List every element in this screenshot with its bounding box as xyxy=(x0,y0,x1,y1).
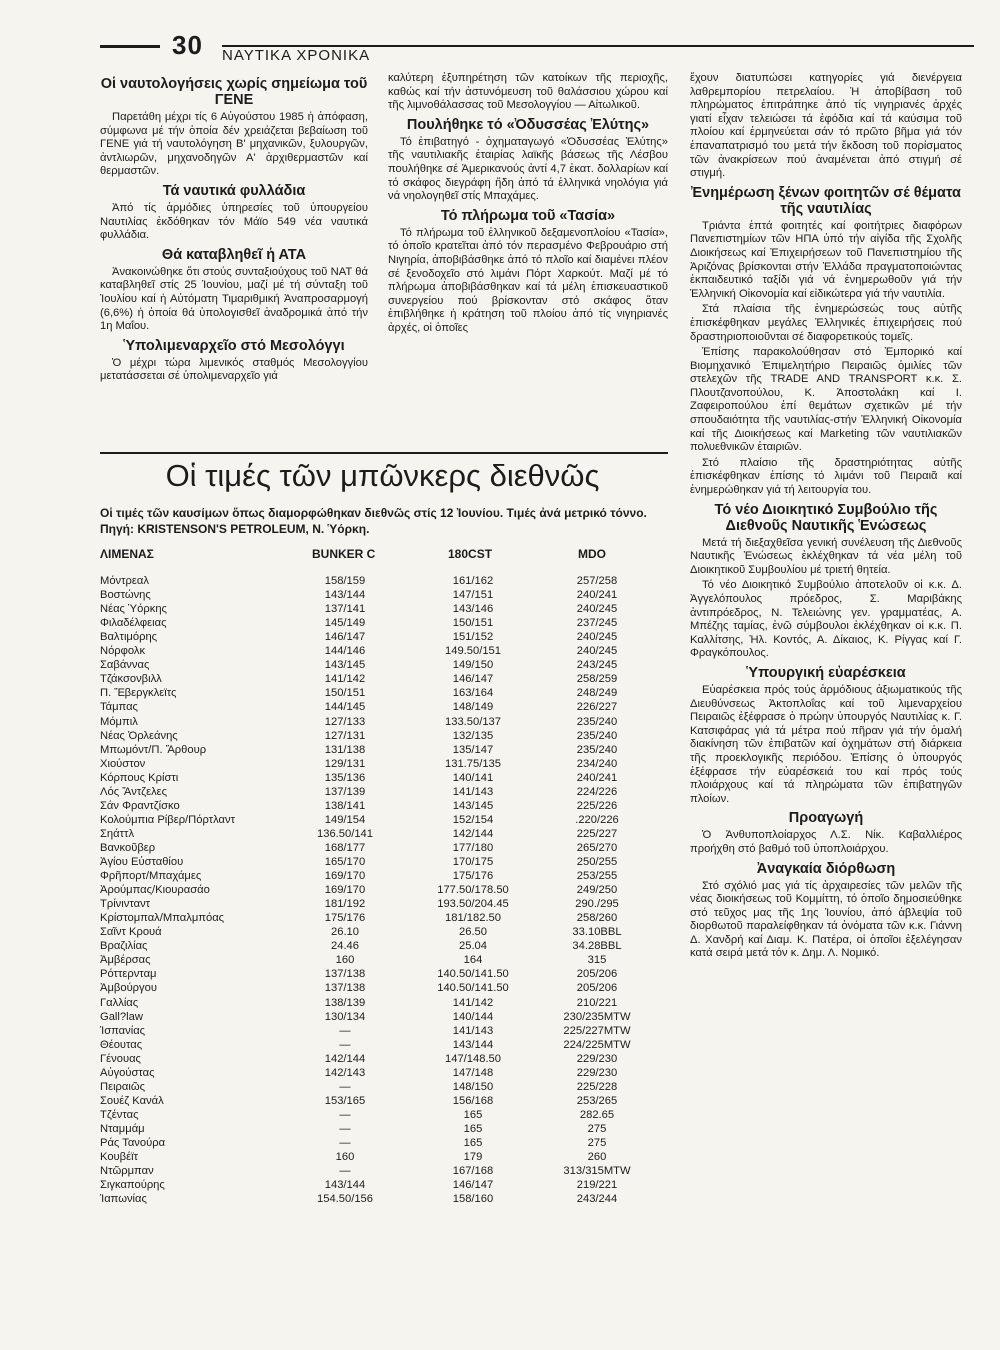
bunker-c-price: — xyxy=(339,1165,351,1178)
mdo-price: 205/206 xyxy=(576,968,618,981)
cst180-price: 140/141 xyxy=(452,771,494,784)
article-paragraph: Στό σχόλιό μας γιά τίς ἀρχαιρεσίες τῶν μελῶν τῆς νέας διοικήσεως τοῦ Κομμίττη, τό ὁποῖο δημοσιεύθηκε στό τεῦχος μας τῆς 1ης Ἰουνίου, ἀπό ἀβλεψία τοῦ διορθωτοῦ παραλείφθηκαν τά ὀνόματα τῶν κ.κ. Γιάννη Δ. Χανδρή καί Διαμ. Κ. Πατέρα, οἱ ὁποῖοι ἐξελέγησαν κατά σειρά μετά τόν κ. Δημ. Λ. Νομικό. xyxy=(690,879,962,960)
mdo-price: 258/260 xyxy=(576,912,618,925)
cst180-price: 165 xyxy=(463,1122,483,1135)
header-rule-left xyxy=(100,45,160,48)
cst180-price: 143/145 xyxy=(452,799,494,812)
mdo-price: 224/225MTW xyxy=(563,1038,631,1051)
cst180-price: 147/148 xyxy=(452,1066,494,1079)
port-name: Γαλλίας xyxy=(100,996,139,1009)
table-row xyxy=(0,1039,1000,1053)
cst180-price: 147/151 xyxy=(452,589,494,602)
table-row xyxy=(0,898,1000,912)
port-name: Σάν Φραντζίσκο xyxy=(100,799,180,812)
bunker-c-price: 127/131 xyxy=(324,729,366,742)
bunker-c-price: 131/138 xyxy=(324,743,366,756)
header-bunker-c: BUNKER C xyxy=(312,547,376,561)
mdo-price: 210/221 xyxy=(576,996,618,1009)
table-row xyxy=(0,673,1000,687)
table-row xyxy=(0,659,1000,673)
bunker-c-price: 144/145 xyxy=(324,701,366,714)
port-name: Γένουας xyxy=(100,1052,141,1065)
article-paragraph: Τό νέο Διοικητικό Συμβούλιο ἀποτελοῦν οἱ κ.κ. Δ. Ἀγγελόπουλος πρόεδρος, Σ. Μαριβάκης ἀντιπρόεδρος, Ν. Τελειώνης γεν. γραμματέας, Α. Μπέζης ταμίας, ἐνῶ σύμβουλοι ἐκλέχθηκαν οἱ κ.κ. Π. Καλλίτσης, Ἠλ. Κοντός, Α. Δίκαιος, Κ. Ρίγγας καί Γ. Φραγκόπουλος. xyxy=(690,579,962,660)
port-name: Ντῶρμπαν xyxy=(100,1165,154,1178)
cst180-price: 149/150 xyxy=(452,659,494,672)
table-row xyxy=(0,870,1000,884)
table-row xyxy=(0,631,1000,645)
mdo-price: 260 xyxy=(587,1151,607,1164)
cst180-price: 149.50/151 xyxy=(445,645,501,658)
cst180-price: 140.50/141.50 xyxy=(437,982,509,995)
port-name: Ράς Τανούρα xyxy=(100,1137,166,1149)
port-name: Θέουτας xyxy=(100,1038,143,1051)
cst180-price: 148/150 xyxy=(452,1080,494,1093)
table-row xyxy=(0,701,1000,715)
bunker-c-price: 137/139 xyxy=(324,785,366,798)
table-row xyxy=(0,772,1000,786)
port-name: Τρίνινταντ xyxy=(100,898,151,911)
bunker-c-price: 142/144 xyxy=(324,1052,366,1065)
port-name: Μπωμόντ/Π. Ἄρθουρ xyxy=(100,743,207,756)
table-row xyxy=(0,968,1000,982)
cst180-price: 141/143 xyxy=(452,1024,494,1037)
port-name: Φρῆπορτ/Μπαχάμες xyxy=(100,870,202,883)
table-row xyxy=(0,856,1000,870)
port-name: Ἀμβούργου xyxy=(100,982,157,995)
mdo-price: 313/315MTW xyxy=(563,1165,631,1178)
bunker-c-price: 169/170 xyxy=(324,884,366,897)
mdo-price: 235/240 xyxy=(576,729,618,742)
table-row xyxy=(0,954,1000,968)
article-heading: Τό νέο Διοικητικό Συμβούλιο τῆς Διεθνοῦς Ναυτικῆς Ἑνώσεως xyxy=(714,501,938,534)
section-rule xyxy=(100,452,668,454)
article-heading: Τό πλήρωμα τοῦ «Τασία» xyxy=(440,207,616,224)
table-row xyxy=(0,603,1000,617)
port-name: Βανκοῦβερ xyxy=(100,841,156,854)
cst180-price: 146/147 xyxy=(452,673,494,686)
article-heading: Θά καταβληθεῖ ἡ ΑΤΑ xyxy=(161,246,307,263)
bunker-c-price: 165/170 xyxy=(324,856,366,868)
port-name: Κολούμπια Ρίβερ/Πόρτλαντ xyxy=(100,813,235,826)
bunker-title: Οἱ τιμές τῶν μπῶνκερς διεθνῶς xyxy=(165,458,600,493)
table-row xyxy=(0,1109,1000,1123)
mdo-price: 243/244 xyxy=(576,1193,618,1206)
article-heading: Ὑπολιμεναρχεῖο στό Μεσολόγγι xyxy=(123,337,345,354)
bunker-c-price: 154.50/156 xyxy=(317,1193,373,1206)
port-name: Ἀμβέρσας xyxy=(100,954,151,967)
cst180-price: 131.75/135 xyxy=(445,757,501,770)
cst180-price: 147/148.50 xyxy=(445,1052,501,1065)
cst180-price: 135/147 xyxy=(452,743,494,756)
article-paragraph: Μετά τή διεξαχθεῖσα γενική συνέλευση τῆς Διεθνοῦς Ναυτικῆς Ἑνώσεως ἐκλέχθηκαν τά νέα μέλη τοῦ Διοικητικοῦ Συμβουλίου μέ τριετή θητεία. xyxy=(690,536,962,576)
bunker-c-price: 150/151 xyxy=(324,687,366,700)
header-port: ΛΙΜΕΝΑΣ xyxy=(100,547,154,561)
column-1 xyxy=(100,72,368,386)
mdo-price: 229/230 xyxy=(576,1052,618,1065)
article-paragraph: Στά πλαίσια τῆς ἐνημερώσεώς τους αὐτῆς ἐπισκέφθηκαν μεγάλες Ἑλληνικές ἐπιχειρήσεις πού δραστηριοποιοῦνται σέ διαφορετικούς τομεῖς. xyxy=(690,303,962,343)
cst180-price: 177/180 xyxy=(452,841,494,854)
table-row xyxy=(0,800,1000,814)
table-row xyxy=(0,997,1000,1011)
cst180-price: 143/146 xyxy=(452,603,494,616)
mdo-price: 248/249 xyxy=(576,687,618,700)
port-name: Λός Ἄντζελες xyxy=(100,785,168,798)
bunker-c-price: — xyxy=(339,1108,351,1121)
cst180-price: 141/142 xyxy=(452,996,494,1009)
cst180-price: 167/168 xyxy=(452,1165,494,1178)
table-row xyxy=(0,617,1000,631)
cst180-price: 193.50/204.45 xyxy=(437,898,509,911)
port-name: Φιλαδέλφειας xyxy=(100,617,167,630)
article-paragraph: Ὁ Ἀνθυποπλοίαρχος Λ.Σ. Νίκ. Καβαλλιέρος προήχθη στό βαθμό τοῦ ὑποπλοιάρχου. xyxy=(690,829,962,855)
bunker-c-price: 158/159 xyxy=(324,575,366,587)
cst180-price: 25.04 xyxy=(459,940,487,953)
mdo-price: 240/241 xyxy=(576,771,618,784)
mdo-price: 315 xyxy=(587,954,607,967)
cst180-price: 152/154 xyxy=(452,813,494,826)
table-row xyxy=(0,1025,1000,1039)
table-row xyxy=(0,1011,1000,1025)
mdo-price: 34.28BBL xyxy=(572,940,622,953)
table-row xyxy=(0,575,1000,589)
mdo-price: 230/235MTW xyxy=(563,1010,631,1023)
header-180cst: 180CST xyxy=(448,547,493,561)
article-paragraph: καλύτερη ἐξυπηρέτηση τῶν κατοίκων τῆς περιοχῆς, καθώς καί τήν ἀστυνόμευση τοῦ θαλάσσιου χώρου καί τῆς λιμνοθάλασσας τοῦ Μεσολογγίου — Αἰτωλικοῦ. xyxy=(388,72,668,112)
article-paragraph: Παρετάθη μέχρι τίς 6 Αὐγούστου 1985 ἡ ἀπόφαση, σύμφωνα μέ τήν ὁποία δέν χρειάζεται βεβαίωση τοῦ ΓΕΝΕ γιά τή ναυτολόγηση Β' μηχανικῶν, ξυλουργῶν, ἀντλιωρῶν, μηχανοδηγῶν Α' ἀρχιθερμαστῶν καί θερμαστῶν. xyxy=(100,111,368,178)
table-row xyxy=(0,1067,1000,1081)
bunker-c-price: — xyxy=(339,1122,351,1135)
mdo-price: 235/240 xyxy=(576,743,618,756)
mdo-price: 257/258 xyxy=(576,575,618,587)
bunker-c-price: 137/138 xyxy=(324,982,366,995)
bunker-c-price: 143/144 xyxy=(324,1179,366,1192)
cst180-price: 143/144 xyxy=(452,1038,494,1051)
mdo-price: 253/265 xyxy=(576,1094,618,1107)
bunker-c-price: — xyxy=(339,1137,351,1149)
cst180-price: 26.50 xyxy=(459,926,487,939)
port-name: Gall?law xyxy=(100,1010,143,1023)
mdo-price: 275 xyxy=(587,1122,607,1135)
mdo-price: 275 xyxy=(587,1137,607,1149)
cst180-price: 132/135 xyxy=(452,729,494,742)
cst180-price: 177.50/178.50 xyxy=(437,884,509,897)
bunker-c-price: 169/170 xyxy=(324,870,366,883)
mdo-price: 225/226 xyxy=(576,799,618,812)
mdo-price: 240/241 xyxy=(576,589,618,602)
bunker-c-price: 24.46 xyxy=(331,940,359,953)
mdo-price: 249/250 xyxy=(576,884,618,897)
port-name: Σαβάννας xyxy=(100,659,150,672)
bunker-c-price: 175/176 xyxy=(324,912,366,925)
publication-name: ΝΑΥΤΙΚΑ ΧΡΟΝΙΚΑ xyxy=(222,47,371,64)
article-paragraph: Ἀπό τίς ἁρμόδιες ὑπηρεσίες τοῦ ὑπουργείου Ναυτιλίας ἐκδόθηκαν τόν Μάϊο 549 νέα ναυτικά φυλλάδια. xyxy=(100,201,368,242)
table-row xyxy=(0,842,1000,856)
article-heading: Ἐνημέρωση ξένων φοιτητῶν σέ θέματα τῆς ναυτιλίας xyxy=(691,184,961,217)
bunker-c-price: 137/141 xyxy=(324,603,366,616)
cst180-price: 158/160 xyxy=(452,1193,494,1206)
mdo-price: 224/226 xyxy=(576,785,618,798)
mdo-price: 265/270 xyxy=(576,841,618,854)
port-name: Μόμπιλ xyxy=(100,715,138,728)
table-row xyxy=(0,1165,1000,1179)
mdo-price: 240/245 xyxy=(576,631,618,644)
mdo-price: 234/240 xyxy=(576,757,618,770)
port-name: Τάμπας xyxy=(100,701,138,714)
mdo-price: 258/259 xyxy=(576,673,618,686)
mdo-price: 253/255 xyxy=(576,870,618,883)
port-name: Ἁγίου Εὐσταθίου xyxy=(100,856,184,868)
table-row xyxy=(0,758,1000,772)
table-row xyxy=(0,744,1000,758)
port-name: Πειραιῶς xyxy=(100,1080,145,1093)
table-row xyxy=(0,1081,1000,1095)
port-name: Σηάττλ xyxy=(100,827,135,840)
port-name: Βοστώνης xyxy=(100,589,151,602)
port-name: Νόρφολκ xyxy=(100,645,146,658)
mdo-price: 225/227 xyxy=(576,827,618,840)
article-heading: Οἱ ναυτολογήσεις χωρίς σημείωμα τοῦ ΓΕΝΕ xyxy=(100,76,368,108)
port-name: Νέας Ὑόρκης xyxy=(100,603,167,616)
bunker-c-price: 129/131 xyxy=(324,757,366,770)
bunker-c-price: 138/141 xyxy=(324,799,366,812)
bunker-c-price: 143/145 xyxy=(324,659,366,672)
port-name: Βραζιλίας xyxy=(100,940,148,953)
mdo-price: 240/245 xyxy=(576,603,618,616)
table-row xyxy=(0,730,1000,744)
port-name: Σουέζ Κανάλ xyxy=(100,1094,164,1107)
table-row xyxy=(0,1151,1000,1165)
table-row xyxy=(0,716,1000,730)
port-name: Κουβέϊτ xyxy=(100,1151,138,1164)
table-row xyxy=(0,1137,1000,1151)
article-paragraph: ἔχουν διατυπώσει κατηγορίες γιά διενέργεια λαθρεμπορίου πετρελαίου. Ἡ ἀποβίβαση τοῦ πληρώματος ἐπιτράπηκε ἀπό τίς νιγηριανές ἀρχές γιατί εἶχαν τελειώσει τά ἐφόδια καί τά καύσιμα τοῦ πλοίου καί ἑρμηνεύεται σάν τό πρῶτο βῆμα γιά τόν ἐπαναπατρισμό του μετά τήν ἔκδοση τοῦ πορίσματος τῶν ἀνακρίσεων πού ἀναμένεται ἀπό στιγμή σέ στιγμή. xyxy=(690,72,962,180)
article-paragraph: Τό πλήρωμα τοῦ ἑλληνικοῦ δεξαμενοπλοίου «Τασία», τό ὁποῖο κρατεῖται ἀπό τόν περασμένο Φεβρουάριο στή Νιγηρία, ἀποβιβάσθηκε ἀπό τό πλοῖο καί διαμένει πλέον σέ ξενοδοχεῖο στό λιμάνι Πόρτ Χαρκούτ. Μαζί μέ τό πλήρωμα ἀποβιβάσθηκαν καί τά μέλη ἐπισκευαστικοῦ συνεργείου πού βρίσκονταν στό σκάφος ὅταν ἐπιβλήθηκε ἡ κράτηση τοῦ πλοίου ἀπό τίς νιγηριανές ἀρχές, οἱ ὁποῖες xyxy=(388,226,668,334)
article-paragraph: Στό πλαίσιο τῆς δραστηριότητας αὐτῆς ἐπισκέφθηκαν ἐπίσης τό λιμάνι τοῦ Πειραιᾶ καί ἐνημερώθηκαν γιά τή λειτουργία του. xyxy=(690,456,962,497)
article-paragraph: Ἀνακοινώθηκε ὅτι στούς συνταξιούχους τοῦ ΝΑΤ θά καταβληθεῖ στίς 25 Ἰουνίου, μαζί μέ τή σύνταξη τοῦ Ἰουλίου καί ἡ Αὐτόματη Τιμαριθμική Ἀναπροσαρμογή (6,6%) ἡ ὁποία θά ὑπολογισθεῖ ἀναδρομικά ἀπό τήν 1η Μαΐου. xyxy=(100,265,368,333)
port-name: Ἰσπανίας xyxy=(100,1024,146,1037)
cst180-price: 140/144 xyxy=(452,1010,494,1023)
cst180-price: 170/175 xyxy=(452,856,494,868)
port-name: Τζάκσονβιλλ xyxy=(100,673,162,686)
port-name: Κρίστομπαλ/Μπαλμπόας xyxy=(100,912,225,925)
cst180-price: 133.50/137 xyxy=(445,715,501,728)
cst180-price: 146/147 xyxy=(452,1179,494,1192)
mdo-price: 282.65 xyxy=(579,1108,615,1121)
cst180-price: 140.50/141.50 xyxy=(437,968,509,981)
mdo-price: 229/230 xyxy=(576,1066,618,1079)
cst180-price: 156/168 xyxy=(452,1094,494,1107)
article-heading: Πουλήθηκε τό «Ὀδυσσέας Ἐλύτης» xyxy=(406,116,650,133)
cst180-price: 142/144 xyxy=(452,827,494,840)
mdo-price: 290./295 xyxy=(575,898,619,911)
table-row xyxy=(0,926,1000,940)
table-row xyxy=(0,1095,1000,1109)
mdo-price: .220/226 xyxy=(575,813,619,826)
table-row xyxy=(0,814,1000,828)
cst180-price: 179 xyxy=(463,1151,483,1164)
table-row xyxy=(0,687,1000,701)
article-paragraph: Εὐαρέσκεια πρός τούς ἁρμόδιους ἀξιωματικούς τῆς Διευθύνσεως Ἀκτοπλοΐας καί τοῦ λιμεναρχείου Πειραιῶς ἐξέφρασε ὁ πρώην ὑπουργός Ναυτιλίας κ. Γ. Κατσιφάρας γιά τά μέτρα πού πῆραν γιά τήν ὁμαλή διακίνηση τῶν ἐπιβατῶν καί ὀχημάτων στή διάρκεια τῆς προεκλογικῆς περιόδου. Ἐπίσης ὁ ὑπουργός ἐξέφρασε τήν εὐαρέσκειά του καί πρός τούς πλοιάρχους καί τά πληρώματα τῶν ἐπιβατηγῶν πλοίων. xyxy=(690,683,962,805)
table-row xyxy=(0,828,1000,842)
bunker-c-price: 153/165 xyxy=(324,1094,366,1107)
port-name: Ἰαπωνίας xyxy=(100,1193,147,1206)
article-heading: Προαγωγή xyxy=(788,810,864,827)
table-row xyxy=(0,589,1000,603)
table-row xyxy=(0,645,1000,659)
mdo-price: 226/227 xyxy=(576,701,618,714)
header-mdo: MDO xyxy=(578,547,606,561)
article-paragraph: Τριάντα ἑπτά φοιτητές καί φοιτήτριες διαφόρων Πανεπιστημίων τῶν ΗΠΑ ὑπό τήν αἰγίδα τῆς Σχολῆς Διοικήσεως καί Ἐπιχειρήσεων τοῦ Πανεπιστημίου τῆς Ἀριζόνας βρίσκονται στήν Ἑλλάδα πραγματοποιώντας ἐκπαιδευτικό ταξίδι γιά νά ἐνημερωθοῦν γιά τήν Ἑλληνική Οἰκονομία καί εἰδικώτερα γιά τήν ναυτιλία. xyxy=(690,219,962,300)
bunker-c-price: 144/146 xyxy=(324,645,366,658)
article-heading: Ὑπουργική εὐαρέσκεια xyxy=(746,664,906,681)
bunker-c-price: 137/138 xyxy=(324,968,366,981)
bunker-c-price: 160 xyxy=(335,954,355,967)
cst180-price: 141/143 xyxy=(452,785,494,798)
table-row xyxy=(0,912,1000,926)
cst180-price: 151/152 xyxy=(452,631,494,644)
bunker-c-price: 143/144 xyxy=(324,589,366,602)
port-name: Ἀρούμπας/Κιουρασάο xyxy=(100,884,210,897)
port-name: Π. Ἔβεργκλεϊτς xyxy=(100,687,177,700)
column-2 xyxy=(388,72,668,338)
article-paragraph: Τό ἐπιβατηγό - ὀχηματαγωγό «Ὀδυσσέας Ἐλύτης» τῆς ναυτιλιακῆς ἑταιρίας λαϊκῆς βάσεως τῆς Λέσβου πουλήθηκε σέ Ἀμερικανούς ἀντί 4,7 ἑκατ. δολλαρίων καί τό σκάφος διεγράφη ἤδη ἀπό τά ἑλληνικά νηολόγια γιά νά νηολογηθεῖ στίς Μπαχάμες. xyxy=(388,135,668,203)
mdo-price: 33.10BBL xyxy=(572,926,622,939)
cst180-price: 148/149 xyxy=(452,701,494,714)
mdo-price: 243/245 xyxy=(576,659,618,672)
table-row xyxy=(0,1053,1000,1067)
port-name: Σαῖντ Κρουά xyxy=(100,926,162,939)
bunker-c-price: 26.10 xyxy=(331,926,359,939)
port-name: Τζέντας xyxy=(100,1108,139,1121)
port-name: Μόντρεαλ xyxy=(100,575,149,587)
mdo-price: 250/255 xyxy=(576,856,618,868)
cst180-price: 165 xyxy=(463,1137,483,1149)
port-name: Χιούστον xyxy=(100,757,146,770)
bunker-intro: Οἱ τιμές τῶν καυσίμων ὅπως διαμορφώθηκαν διεθνῶς στίς 12 Ἰουνίου. Τιμές ἀνά μετρικό τόννο. Πηγή: KRISTENSON'S PETROLEUM, Ν. Ὑόρκη. xyxy=(100,506,647,536)
cst180-price: 150/151 xyxy=(452,617,494,630)
article-heading: Τά ναυτικά φυλλάδια xyxy=(162,182,306,199)
port-name: Κόρπους Κρίστι xyxy=(100,771,179,784)
cst180-price: 181/182.50 xyxy=(445,912,501,925)
cst180-price: 165 xyxy=(463,1108,483,1121)
port-name: Ρόττερνταμ xyxy=(100,968,157,981)
bunker-c-price: 142/143 xyxy=(324,1066,366,1079)
table-row xyxy=(0,982,1000,996)
table-row xyxy=(0,1179,1000,1193)
cst180-price: 163/164 xyxy=(452,687,494,700)
bunker-c-price: 145/149 xyxy=(324,617,366,630)
mdo-price: 235/240 xyxy=(576,715,618,728)
bunker-c-price: 136.50/141 xyxy=(317,827,373,840)
mdo-price: 225/227MTW xyxy=(563,1024,631,1037)
mdo-price: 240/245 xyxy=(576,645,618,658)
port-name: Νέας Ὀρλεάνης xyxy=(100,729,178,742)
cst180-price: 164 xyxy=(463,954,483,967)
table-row xyxy=(0,786,1000,800)
bunker-c-price: 181/192 xyxy=(324,898,366,911)
table-row xyxy=(0,1193,1000,1207)
article-paragraph: Ὁ μέχρι τώρα λιμενικός σταθμός Μεσολογγίου μετατάσσεται σέ ὑπολιμεναρχεῖο γιά xyxy=(100,356,368,383)
bunker-c-price: — xyxy=(339,1080,351,1093)
mdo-price: 225/228 xyxy=(576,1080,618,1093)
port-name: Αὐγούστας xyxy=(100,1066,155,1079)
mdo-price: 219/221 xyxy=(576,1179,618,1192)
table-row xyxy=(0,940,1000,954)
bunker-c-price: 149/154 xyxy=(324,813,366,826)
table-row xyxy=(0,884,1000,898)
article-heading: Ἀναγκαία διόρθωση xyxy=(756,860,896,877)
mdo-price: 205/206 xyxy=(576,982,618,995)
bunker-c-price: 146/147 xyxy=(324,631,366,644)
bunker-c-price: 160 xyxy=(335,1151,355,1164)
port-name: Σιγκαπούρης xyxy=(100,1179,165,1192)
port-name: Νταμμάμ xyxy=(100,1122,145,1135)
article-paragraph: Ἐπίσης παρακολούθησαν στό Ἐμπορικό καί Βιομηχανικό Ἐπιμελητήριο Πειραιῶς ὁμιλίες τῶν στελεχῶν τῆς TRADE AND TRANSPORT κ.κ. Σ. Πλουτζανοπούλου, Κ. Ἀποστολάκη καί Ι. Ζαφειροπούλου ἐπί θεμάτων σχετικῶν μέ τήν σπουδαιότητα τῆς ναυτιλίας-στήν Ἑλληνική Οἰκονομία καί τῆς Διοικήσεως καί Marketing τῶν ναυτιλιακῶν πολυεθνικῶν ἑταιριῶν. xyxy=(690,346,962,454)
bunker-c-price: — xyxy=(339,1038,351,1051)
bunker-c-price: 127/133 xyxy=(324,715,366,728)
bunker-c-price: 141/142 xyxy=(324,673,366,686)
cst180-price: 161/162 xyxy=(452,575,494,587)
table-row xyxy=(0,1123,1000,1137)
port-name: Βαλτιμόρης xyxy=(100,631,158,644)
bunker-c-price: 138/139 xyxy=(324,996,366,1009)
page-number: 30 xyxy=(172,30,203,60)
bunker-c-price: — xyxy=(339,1024,351,1037)
cst180-price: 175/176 xyxy=(452,870,494,883)
mdo-price: 237/245 xyxy=(576,617,618,630)
bunker-c-price: 135/136 xyxy=(324,771,366,784)
bunker-c-price: 168/177 xyxy=(324,841,366,854)
bunker-c-price: 130/134 xyxy=(324,1010,366,1023)
